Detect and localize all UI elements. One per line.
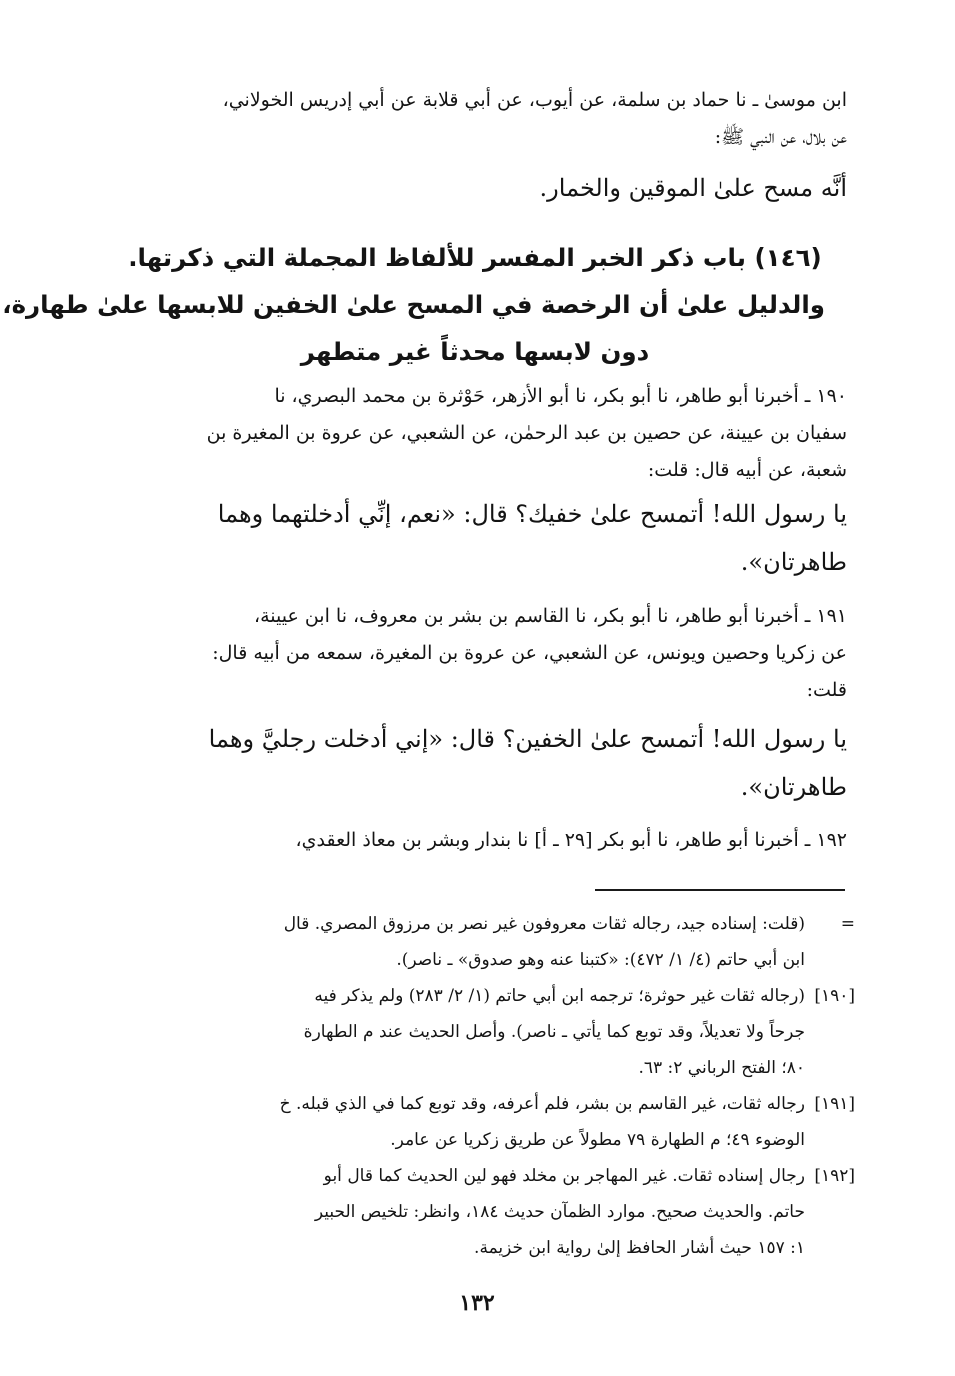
- text-line: ابن موسىٰ ـ نا حماد بن سلمة، عن أيوب، عن أبي قلابة عن أبي إدريس الخولاني،: [222, 89, 847, 111]
- footnote-line: ١: ١٥٧ حيث أشار الحافظ إلىٰ رواية ابن خزيمة.: [474, 1238, 805, 1258]
- footnote-line: (قلت: إسناده جيد، رجاله ثقات معروفون غير نصر بن مرزوق المصري. قال: [283, 914, 805, 934]
- text-line: عن بلال، عن النبي ﷺ:: [714, 126, 847, 148]
- footnote-text: [103, 906, 805, 978]
- hadith-191-isnad: [105, 598, 847, 709]
- footnote-marker: [١٩٢]: [814, 1166, 855, 1186]
- text-line: عن زكريا وحصين ويونس، عن الشعبي، عن عروة بن المغيرة، سمعه من أبيه قال:: [212, 642, 847, 664]
- footnote-marker: [١٩١]: [814, 1094, 855, 1114]
- footnote-192: [103, 1158, 855, 1266]
- footnote-line: ابن أبي حاتم (٤/ ١/ ٤٧٢): «كتبنا عنه وهو صدوق» ـ ناصر).: [396, 950, 805, 970]
- footnote-text: [103, 1158, 805, 1266]
- matn-line: يا رسول الله! أتمسح علىٰ الخفين؟ قال: «إني أدخلت رجليَّ وهما: [208, 725, 847, 753]
- text-line: ١٩٢ ـ أخبرنا أبو طاهر، نا أبو بكر [٢٩ ـ أ] نا بندار وبشر بن معاذ العقدي،: [295, 829, 847, 851]
- chapter-heading: [2, 234, 825, 375]
- footnote-line: جرحاً ولا تعديلاً، وقد توبع كما يأتي ـ ناصر). وأصل الحديث عند م الطهارة: [303, 1022, 805, 1042]
- footnote-line: رجاله ثقات، غير القاسم بن بشر، فلم أعرفه، وقد توبع كما في الذي قبله. خ: [279, 1094, 805, 1114]
- text-line: قلت:: [806, 679, 847, 701]
- footnote-line: الوضوء ٤٩؛ م الطهارة ٧٩ مطولاً عن طريق زكريا عن عامر.: [390, 1130, 805, 1150]
- opening-matn: [105, 164, 847, 212]
- footnote-marker: =: [840, 914, 855, 934]
- text-line: شعبة، عن أبيه قال: قلت:: [647, 459, 847, 481]
- hadith-190-isnad: [105, 378, 847, 489]
- footnote-line: (رجاله ثقات غير حوثرة؛ ترجمه ابن أبي حاتم (١/ ٢/ ٢٨٣) ولم يذكر فيه: [314, 986, 805, 1006]
- matn-line: طاهرتان».: [740, 773, 847, 801]
- footnote-text: [103, 1086, 805, 1158]
- hadith-190-matn: [105, 490, 847, 586]
- text-line: سفيان بن عيينة، عن حصين بن عبد الرحمٰن، عن الشعبي، عن عروة بن المغيرة بن: [206, 422, 847, 444]
- footnote-separator: [595, 889, 845, 891]
- page-number: ١٣٢: [459, 1290, 495, 1316]
- text-line: ١٩١ ـ أخبرنا أبو طاهر، نا أبو بكر، نا القاسم بن بشر بن معروف، نا ابن عيينة،: [253, 605, 847, 627]
- text-line: ١٩٠ ـ أخبرنا أبو طاهر، نا أبو بكر، نا أبو الأزهر، حَوْثرة بن محمد البصري، نا: [274, 385, 847, 407]
- footnote-continued: [103, 906, 855, 978]
- opening-isnad: [105, 82, 847, 156]
- heading-line: دون لابسها محدثاً غير متطهر: [300, 337, 650, 366]
- matn-line: طاهرتان».: [740, 548, 847, 576]
- hadith-191-matn: [105, 715, 847, 811]
- hadith-192-isnad: [105, 822, 847, 859]
- footnote-line: ٨٠؛ الفتح الرباني ٢: ٦٣.: [638, 1058, 805, 1078]
- heading-line: والدليل علىٰ أن الرخصة في المسح علىٰ الخفين للابسها علىٰ طهارة،: [2, 290, 825, 319]
- footnote-190: [103, 978, 855, 1086]
- footnote-marker: [١٩٠]: [814, 986, 855, 1006]
- matn-line: أنَّه مسح علىٰ الموقين والخمار.: [539, 174, 847, 202]
- footnote-text: [103, 978, 805, 1086]
- footnote-line: حاتم. والحديث صحيح. موارد الظمآن حديث ١٨٤، وانظر: تلخيص الحبير: [314, 1202, 805, 1222]
- footnote-191: [103, 1086, 855, 1158]
- heading-line: (١٤٦) باب ذكر الخبر المفسر للألفاظ المجملة التي ذكرتها.: [128, 243, 822, 272]
- matn-line: يا رسول الله! أتمسح علىٰ خفيك؟ قال: «نعم، إنِّي أدخلتهما وهما: [217, 500, 847, 528]
- footnote-line: رجال إسناده ثقات. غير المهاجر بن مخلد فهو لين الحديث كما قال أبو: [323, 1166, 805, 1186]
